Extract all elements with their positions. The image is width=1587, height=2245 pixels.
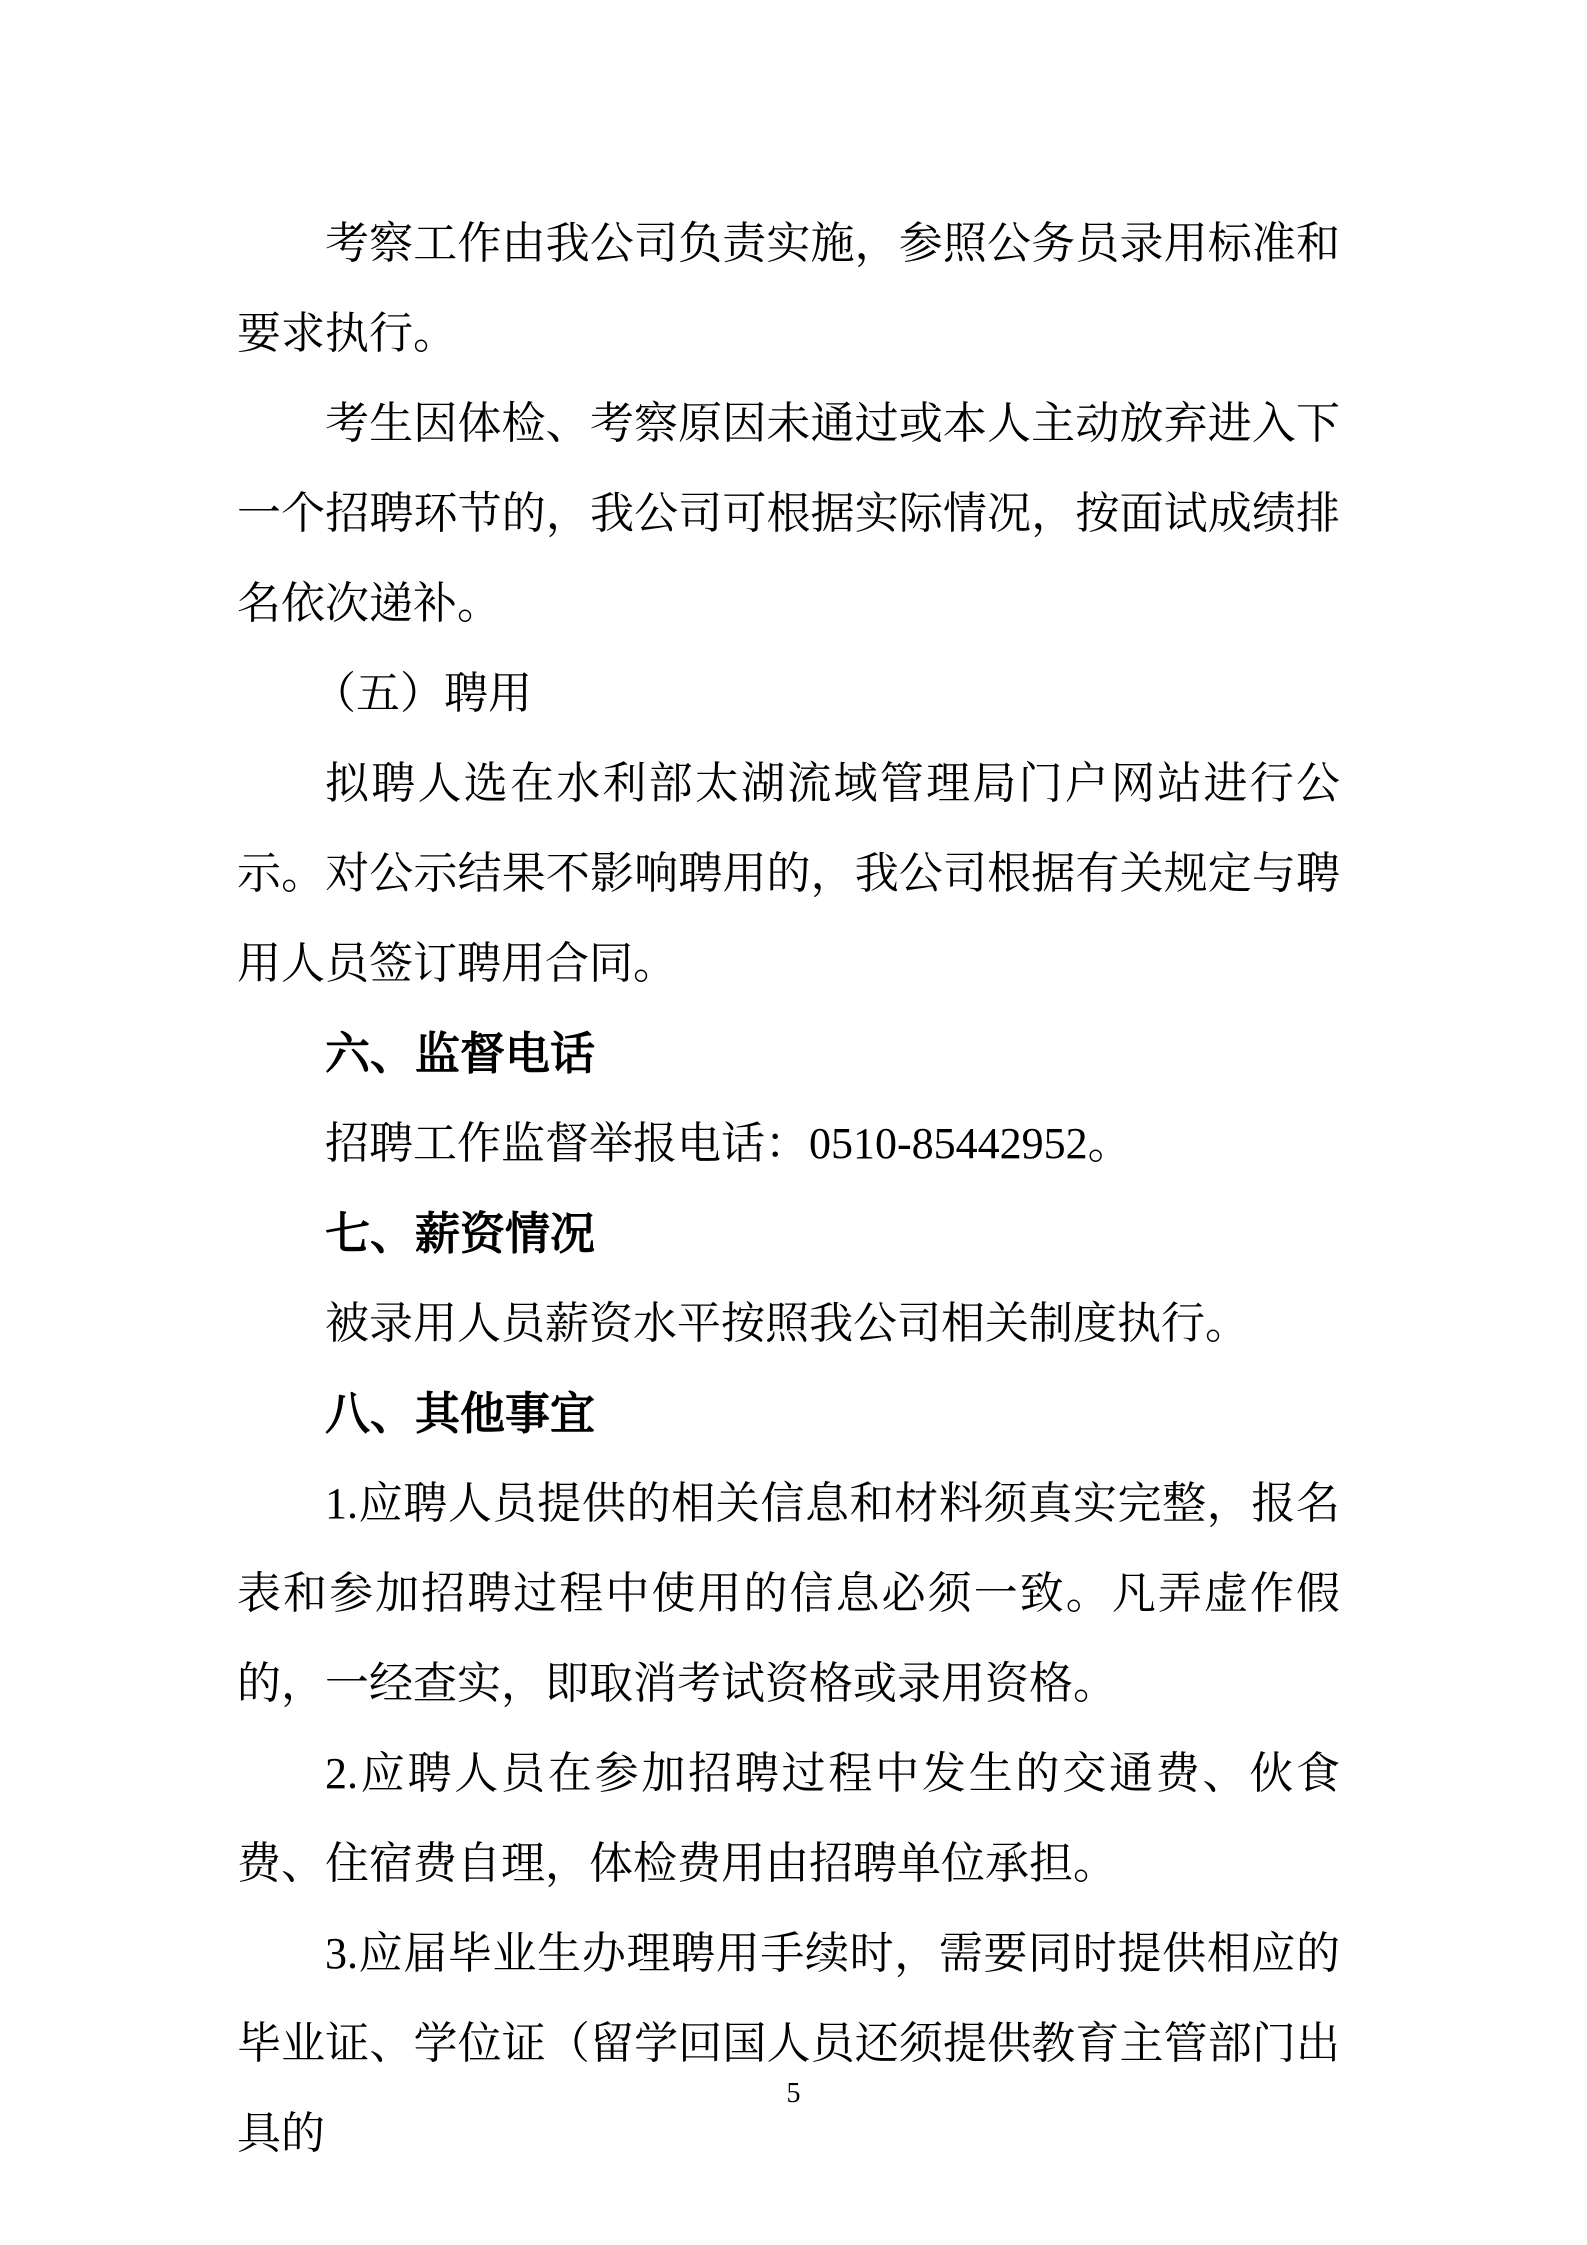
paragraph-item3-graduate-certs: 3.应届毕业生办理聘用手续时，需要同时提供相应的毕业证、学位证（留学回国人员还须提供教育主管部门出具的 [237,1929,1340,2158]
paragraph-salary-policy: 被录用人员薪资水平按照我公司相关制度执行。 [325,1299,1249,1348]
heading-section5-employment: （五）聘用 [312,669,532,718]
paragraph-public-notice-contract: 拟聘人选在水利部太湖流域管理局门户网站进行公示。对公示结果不影响聘用的，我公司根据有关规定与聘用人员签订聘用合同。 [237,759,1340,988]
heading-salary: 七、薪资情况 [325,1208,596,1259]
paragraph-inspection-execution: 考察工作由我公司负责实施，参照公务员录用标准和要求执行。 [237,219,1340,358]
paragraph-replacement-rule: 考生因体检、考察原因未通过或本人主动放弃进入下一个招聘环节的，我公司可根据实际情况，按面试成绩排名依次递补。 [237,399,1340,628]
paragraph-item1-truthful-info: 1.应聘人员提供的相关信息和材料须真实完整，报名表和参加招聘过程中使用的信息必须一致。凡弄虚作假的，一经查实，即取消考试资格或录用资格。 [237,1479,1340,1708]
paragraph-phone-number: 招聘工作监督举报电话：0510-85442952。 [325,1119,1132,1168]
heading-supervision-phone: 六、监督电话 [325,1028,596,1079]
heading-other-matters: 八、其他事宜 [325,1388,596,1439]
page-number: 5 [786,2078,801,2109]
paragraph-item2-expenses: 2.应聘人员在参加招聘过程中发生的交通费、伙食费、住宿费自理，体检费用由招聘单位承担。 [237,1749,1340,1888]
document-body [237,199,1340,2179]
